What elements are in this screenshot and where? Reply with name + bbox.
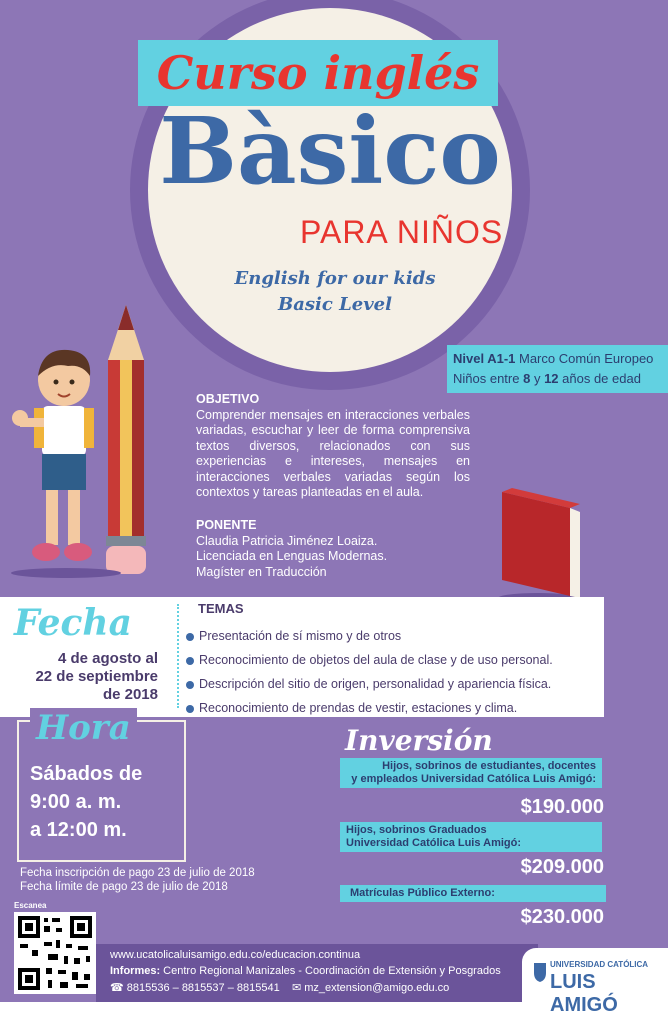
objetivo-text: Comprender mensajes en interacciones verbales variadas, escuchar y leer de forma comprensiva textos diversos, relacionados con sus experiencias e intereses, mensajes en interacciones verbales variadas según los contextos y tareas planteadas en el aula.: [196, 407, 470, 499]
book-illustration: [490, 486, 586, 604]
ponente-name: Claudia Patricia Jiménez Loaiza.: [196, 533, 378, 548]
temas-list: [186, 624, 596, 720]
ponente-masters: Magíster en Traducción: [196, 564, 327, 579]
inscripcion-line-2: Fecha límite de pago 23 de julio de 2018: [20, 881, 228, 893]
phone-icon: ☎: [110, 982, 124, 994]
inversion-tier-2-price: $209.000: [520, 856, 604, 878]
logo-line-2: LUIS AMIGÓ: [550, 971, 618, 1016]
inscripcion-dates: [20, 866, 255, 894]
temas-title: TEMAS: [198, 601, 244, 616]
basico-title: Bàsico: [159, 97, 501, 205]
informes-label: Informes:: [110, 965, 161, 977]
nivel-age-max: 12: [544, 371, 559, 386]
temas-item-text: Descripción del sitio de origen, personalidad y apariencia física.: [199, 677, 552, 691]
tier-2-line-1: Hijos, sobrinos Graduados: [346, 824, 487, 836]
informes-text: Centro Regional Manizales - Coordinación de Extensión y Posgrados: [160, 965, 501, 977]
fecha-temas-divider: [177, 604, 179, 708]
objetivo-title: OBJETIVO: [196, 392, 260, 406]
footer-contact: [110, 981, 449, 994]
english-subtitle: [210, 266, 460, 318]
bullet-icon: [186, 705, 194, 713]
tier-2-line-2: Universidad Católica Luis Amigó:: [346, 837, 522, 849]
nivel-age-suffix: años de edad: [558, 371, 641, 386]
temas-item-text: Reconocimiento de objetos del aula de clase y de uso personal.: [199, 653, 553, 667]
inscripcion-line-1: Fecha inscripción de pago 23 de julio de 2018: [20, 867, 255, 879]
email-link[interactable]: mz_extension@amigo.edu.co: [304, 982, 450, 994]
curso-title: Curso inglés: [156, 46, 480, 100]
logo-line-1: UNIVERSIDAD CATÓLICA: [550, 960, 649, 969]
ponente-title: PONENTE: [196, 518, 257, 532]
fecha-line-1: 4 de agosto al: [57, 650, 158, 667]
inversion-tier-2-label: [340, 822, 602, 852]
phone-numbers: 8815536 – 8815537 – 8815541: [126, 982, 280, 994]
temas-item: [186, 696, 596, 720]
inversion-title: Inversión: [345, 724, 493, 757]
english-line-1: English for our kids: [234, 268, 436, 289]
inversion-tier-3-price: $230.000: [520, 906, 604, 928]
nivel-age-min: 8: [523, 371, 531, 386]
nivel-line-1: [447, 345, 668, 369]
nivel-age-sep: y: [530, 371, 545, 386]
bullet-icon: [186, 657, 194, 665]
inversion-tier-3-label: [340, 885, 606, 902]
nivel-age-prefix: Niños entre: [453, 371, 524, 386]
kid-illustration: [6, 338, 126, 578]
inversion-tier-1-price: $190.000: [520, 796, 604, 818]
bullet-icon: [186, 681, 194, 689]
temas-item: [186, 624, 596, 648]
hora-line-3: a 12:00 m.: [30, 819, 127, 841]
escanea-label: Escanea: [14, 901, 47, 910]
fecha-title: Fecha: [14, 602, 132, 644]
bullet-icon: [186, 633, 194, 641]
nivel-code: Nivel A1-1: [453, 351, 516, 366]
temas-item: [186, 672, 596, 696]
english-line-2: Basic Level: [278, 294, 392, 315]
ponente-section: [196, 518, 456, 580]
fecha-line-2: 22 de septiembre: [35, 668, 158, 685]
objetivo-section: [196, 392, 470, 501]
hora-title: Hora: [30, 708, 137, 748]
fecha-line-3: de 2018: [102, 686, 158, 703]
temas-item-text: Reconocimiento de prendas de vestir, estaciones y clima.: [199, 701, 518, 715]
ponente-degree: Licenciada en Lenguas Modernas.: [196, 549, 388, 563]
nivel-box: [447, 345, 668, 393]
inversion-tier-1-label: [340, 758, 602, 788]
qr-code[interactable]: [14, 912, 96, 994]
university-shield-icon: [532, 961, 548, 983]
temas-item: [186, 648, 596, 672]
tier-3-line-1: Matrículas Público Externo:: [350, 887, 495, 899]
tier-1-line-1: Hijos, sobrinos de estudiantes, docentes: [382, 760, 596, 772]
nivel-framework: Marco Común Europeo: [515, 351, 654, 366]
para-ninos-title: PARA NIÑOS: [300, 214, 504, 250]
nivel-line-2: [447, 369, 668, 389]
temas-item-text: Presentación de sí mismo y de otros: [199, 629, 402, 643]
tier-1-line-2: y empleados Universidad Católica Luis Amigó:: [351, 773, 596, 785]
footer-informes: [110, 965, 501, 977]
fecha-dates: [20, 650, 158, 704]
hora-schedule: [30, 760, 142, 844]
qr-code-icon: [14, 912, 96, 994]
footer-url-link[interactable]: www.ucatolicaluisamigo.edu.co/educacion.continua: [110, 949, 361, 961]
hora-line-1: Sábados de: [30, 763, 143, 785]
email-icon: ✉: [291, 982, 302, 994]
hora-line-2: 9:00 a. m.: [30, 791, 122, 813]
